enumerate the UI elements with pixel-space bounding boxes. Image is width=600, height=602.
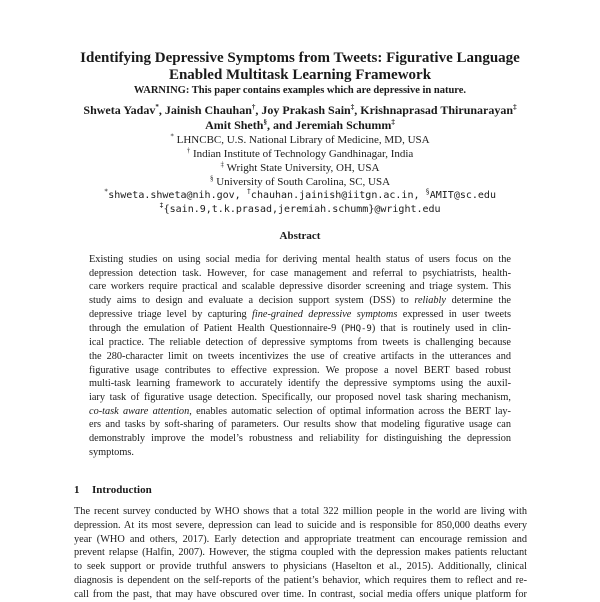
abstract-line <box>89 418 511 432</box>
author-name: Amit Sheth <box>205 118 264 132</box>
email-line <box>30 189 570 203</box>
abstract-heading: Abstract <box>279 230 321 242</box>
intro-line: diagnosis is dependent on the self-reports of the patient’s behavior, which requires them to reflect and re- <box>74 574 527 586</box>
abstract-text: reliably <box>414 295 446 307</box>
intro-line: prevent relapse (Halfin, 2007). However, the stigma coupled with the depression makes patients reluctant <box>74 547 527 559</box>
email-address: chauhan.jainish@iitgn.ac.in, <box>250 190 420 201</box>
abstract-text: Existing studies on using social media for deriving mental health status of users focus on the <box>89 254 511 265</box>
affiliation-line <box>50 147 550 161</box>
abstract-line <box>89 308 511 322</box>
author-separator: , <box>158 103 165 117</box>
affiliation-mark: ‡ <box>391 118 395 126</box>
section-heading <box>74 483 152 497</box>
section-number: 1 <box>74 484 80 496</box>
abstract-text: figurative usage contributes to effective expression. We propose a novel BERT based robust <box>89 364 511 376</box>
abstract-line <box>89 336 511 350</box>
introduction-body <box>74 505 527 602</box>
abstract-text: determine the <box>446 295 511 307</box>
abstract-line <box>89 432 511 446</box>
email-address: {sain.9,t.k.prasad,jeremiah.schumm}@wright.edu <box>163 204 441 215</box>
author-separator: , and <box>266 118 296 132</box>
title-line: Enabled Multitask Learning Framework <box>168 67 432 83</box>
affiliation-line <box>50 161 550 175</box>
affiliation-list <box>50 133 550 189</box>
abstract-text: study aims to design and evaluate a decision support system (DSS) to <box>89 295 415 307</box>
content-warning: WARNING: This paper contains examples which are depressive in nature. <box>133 85 467 96</box>
author-name: Shweta Yadav <box>83 103 156 117</box>
title-line: Identifying Depressive Symptoms from Tweets: Figurative Language <box>80 50 520 66</box>
affiliation-mark: * <box>170 132 174 141</box>
affiliation-mark: § <box>209 174 214 183</box>
author-list <box>50 103 550 133</box>
intro-line: to seek support or provide truthful answers to physicians (Haselton et al., 2015). Additionally, clinical <box>74 561 527 573</box>
affiliation-mark: ‡ <box>513 103 517 111</box>
abstract-line <box>89 446 511 460</box>
affiliation-line <box>50 133 550 147</box>
affiliation-text: Wright State University, OH, USA <box>224 162 380 174</box>
abstract-text: ers and tasks by soft-sharing of parameters. Our results show that modeling figurative usage can <box>89 419 511 431</box>
abstract-line <box>89 405 511 419</box>
abstract-text: , enables automatic selection of optimal information across the BERT lay- <box>189 405 511 417</box>
affiliation-mark: † <box>246 187 251 196</box>
section-title: Introduction <box>92 484 152 496</box>
abstract-text: the 280-character limit on tweets incentivizes the use of creative artifacts in the utterances and <box>89 350 511 362</box>
affiliation-mark: ‡ <box>220 160 225 169</box>
email-line <box>30 203 570 217</box>
author-name: Jeremiah Schumm <box>295 118 392 132</box>
abstract-line <box>89 267 511 281</box>
abstract-text: through the emulation of Patient Health Questionnaire-9 ( <box>89 322 345 334</box>
abstract-line <box>89 377 511 391</box>
author-name: Jainish Chauhan <box>164 103 252 117</box>
affiliation-mark: § <box>263 118 267 126</box>
author-separator: , <box>354 103 361 117</box>
code-term: PHQ-9 <box>344 323 372 334</box>
intro-line: depression. At its most severe, depression can lead to suicide and is responsible for 850,000 deaths every <box>74 519 527 531</box>
abstract-line <box>89 253 511 267</box>
abstract-text: fine-grained depressive symptoms <box>252 308 398 320</box>
abstract-line <box>89 350 511 364</box>
abstract-text: depression detection task. However, for case management and referral to psychiatrists, health- <box>89 267 511 279</box>
affiliation-mark: ‡ <box>159 201 164 210</box>
abstract-text: depressive triage level by capturing <box>89 308 253 320</box>
affiliation-text: University of South Carolina, SC, USA <box>213 176 391 188</box>
abstract-text: iary task of figurative usage detection. Specifically, our proposed novel task sharing mechanism, <box>89 392 511 404</box>
intro-line: year (WHO and others, 2017). Early detection and appropriate treatment can encourage remission and <box>74 533 527 545</box>
abstract-line <box>89 364 511 378</box>
abstract-text: demonstrably improve the model’s robustness and reliability for distinguishing the depression <box>89 433 511 445</box>
affiliation-mark: * <box>155 103 159 111</box>
affiliation-line <box>50 175 550 189</box>
affiliation-text: Indian Institute of Technology Gandhinagar, India <box>190 148 414 160</box>
abstract-text: ical practice. The reliable detection of depressive symptoms from tweets is challenging because <box>89 337 511 349</box>
affiliation-mark: ‡ <box>350 103 355 111</box>
abstract-line <box>89 280 511 294</box>
abstract-line <box>89 391 511 405</box>
abstract-text: co-task aware attention <box>89 405 190 417</box>
author-separator: , <box>255 103 262 117</box>
abstract-text: care workers require practical and scalable depressive disorder screening and triage system. This <box>89 281 511 293</box>
abstract-text: expressed in user tweets <box>397 308 511 320</box>
abstract-line <box>89 322 511 337</box>
email-address: AMIT@sc.edu <box>429 190 496 201</box>
intro-line: call from the past, that may have obscured over time. In contrast, social media offers unique platform for <box>74 588 527 600</box>
intro-line: The recent survey conducted by WHO shows that a total 322 million people in the world are living with <box>74 506 527 517</box>
email-list <box>30 189 570 217</box>
affiliation-text: LHNCBC, U.S. National Library of Medicine, MD, USA <box>173 134 430 146</box>
email-address: shweta.shweta@nih.gov, <box>108 190 241 201</box>
abstract-text: multi-task learning framework to accurately identify the depressive symptoms using the auxil- <box>89 378 511 390</box>
abstract-text: ) that is routinely used in clin- <box>371 322 511 334</box>
affiliation-mark: † <box>186 146 191 155</box>
affiliation-mark: § <box>425 187 430 196</box>
abstract-line <box>89 294 511 308</box>
affiliation-mark: † <box>251 103 256 111</box>
author-name: Krishnaprasad Thirunarayan <box>360 103 514 117</box>
affiliation-mark: * <box>104 187 109 196</box>
paper-title <box>60 50 540 84</box>
author-name: Joy Prakash Sain <box>261 103 351 117</box>
abstract-text: symptoms. <box>89 446 134 458</box>
abstract-body <box>89 253 511 460</box>
